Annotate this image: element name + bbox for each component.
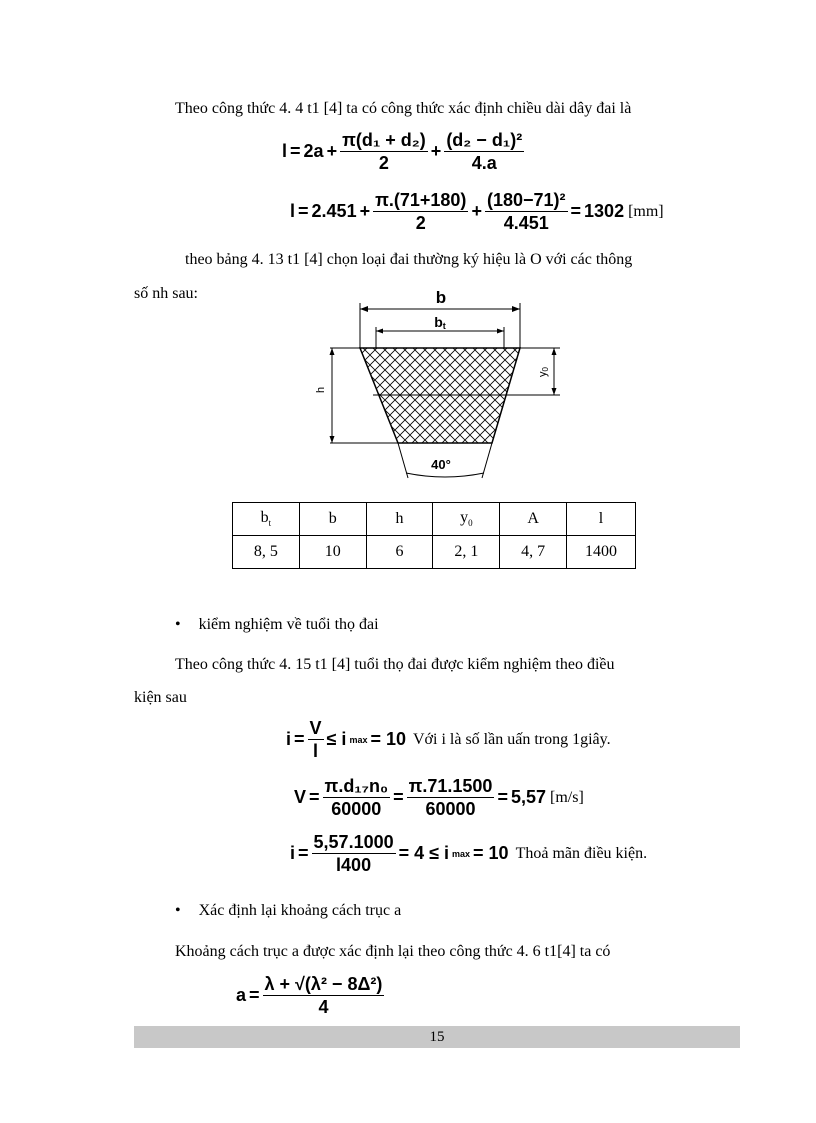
paragraph-lifetime-line1: Theo công thức 4. 15 t1 [4] tuổi thọ đai được kiểm nghiệm theo điều [175,656,615,673]
eq4-fraction-1: $\frac{\text{π.d₁₇n₀}}{60000}$ [324,776,389,819]
label-h: h [315,386,327,393]
eq2-result: 1302 [584,201,625,221]
equation-belt-length-formula: l = 2a + $\frac{\text{π(d₁ + d₂)}}{2}$ + $\frac{\text{(d₂ − d₁)²}}{4.a}$ [282,130,523,173]
table-cell: 10 [299,536,366,569]
table-cell: 2, 1 [433,536,500,569]
eq2-fraction-2: $\frac{\text{(180−71)²}}{4.451}$ [486,190,566,233]
table-header-cell: b [299,503,366,536]
belt-spec-table [232,502,636,569]
eq1-fraction-1: $\frac{\text{π(d₁ + d₂)}}{2}$ [342,130,426,173]
eq3-note: Với i là số lần uấn trong 1giây. [413,730,611,748]
label-b: b [435,288,447,307]
table-cell: 8, 5 [233,536,300,569]
angle-arc [406,473,484,477]
eq6-fraction: $\frac{\text{λ + √(λ² − 8Δ²)}}{4}$ [264,974,383,1017]
label-angle: 40° [431,457,451,472]
paragraph-belt-type-line1: theo bảng 4. 13 t1 [4] chọn loại đai thường ký hiệu là O với các thông [185,251,633,268]
eq1-lhs: l [282,141,288,161]
equation-bend-frequency-condition: i = $\frac{V}{l}$ ≤ i max = 10 Với i là số lần uấn trong 1giây. [286,718,611,761]
eq2-a-term: 2.451 [311,201,357,221]
table-cell: 1400 [567,536,636,569]
bullet-item-axis-distance: • Xác định lại khoảng cách trục a [175,902,402,919]
label-bt: bt [434,314,446,331]
table-header-cell: A [500,503,567,536]
eq4-result: 5,57 [510,787,546,807]
table-header-cell: $b_t$ [233,503,300,536]
label-y0: y0 [537,367,550,377]
eq5-note: Thoả mãn điều kiện. [515,844,648,862]
table-header-cell: $y_0$ [433,503,500,536]
table-row [233,536,636,569]
eq5-fraction: $\frac{5,57.1000}{l400}$ [313,832,394,875]
bullet-icon: • [175,902,181,919]
bullet-icon: • [175,616,181,633]
bullet-item-lifetime-check: • kiểm nghiệm về tuổi thọ đai [175,616,379,633]
table-cell: 4, 7 [500,536,567,569]
eq2-lhs: l [290,201,296,221]
table-header-cell: l [567,503,636,536]
equation-axis-distance-formula: a = $\frac{\text{λ + √(λ² − 8Δ²)}}{4}$ [236,974,383,1017]
eq2-unit: [mm] [628,202,664,220]
eq4-fraction-2: $\frac{\pi.71.1500}{60000}$ [408,776,493,819]
paragraph-lifetime-line2: kiện sau [134,689,187,706]
equation-belt-speed: V = $\frac{\text{π.d₁₇n₀}}{60000}$ = $\frac{\pi.71.1500}{60000}$ = 5,57 [m/s] [294,776,584,819]
page-footer-bar [134,1026,740,1048]
eq4-unit: [m/s] [550,788,584,806]
eq2-fraction-1: $\frac{\pi.(71+180)}{2}$ [375,190,467,233]
table-cell: 6 [366,536,433,569]
eq1-a-term: 2a [303,141,324,161]
paragraph-belt-type-line2: số nh sau: [134,285,198,302]
eq3-fraction: $\frac{V}{l}$ [309,718,322,761]
v-belt-cross-section-figure [310,285,570,485]
equation-belt-length-value: l = 2.451 + $\frac{\pi.(71+180)}{2}$ + $\frac{\text{(180−71)²}}{4.451}$ = 1302 [mm] [290,190,664,233]
page-number: 15 [429,1029,445,1045]
table-header-row [233,503,636,536]
equation-bend-frequency-check: i = $\frac{5,57.1000}{l400}$ = 4 ≤ i max = 10 Thoả mãn điều kiện. [290,832,648,875]
paragraph-axis-distance: Khoảng cách trục a được xác định lại theo công thức 4. 6 t1[4] ta có [175,943,611,960]
paragraph-belt-length-intro: Theo công thức 4. 4 t1 [4] ta có công thức xác định chiều dài dây đai là [175,100,632,117]
table-header-cell: h [366,503,433,536]
eq1-fraction-2: $\frac{\text{(d₂ − d₁)²}}{4.a}$ [446,130,523,173]
